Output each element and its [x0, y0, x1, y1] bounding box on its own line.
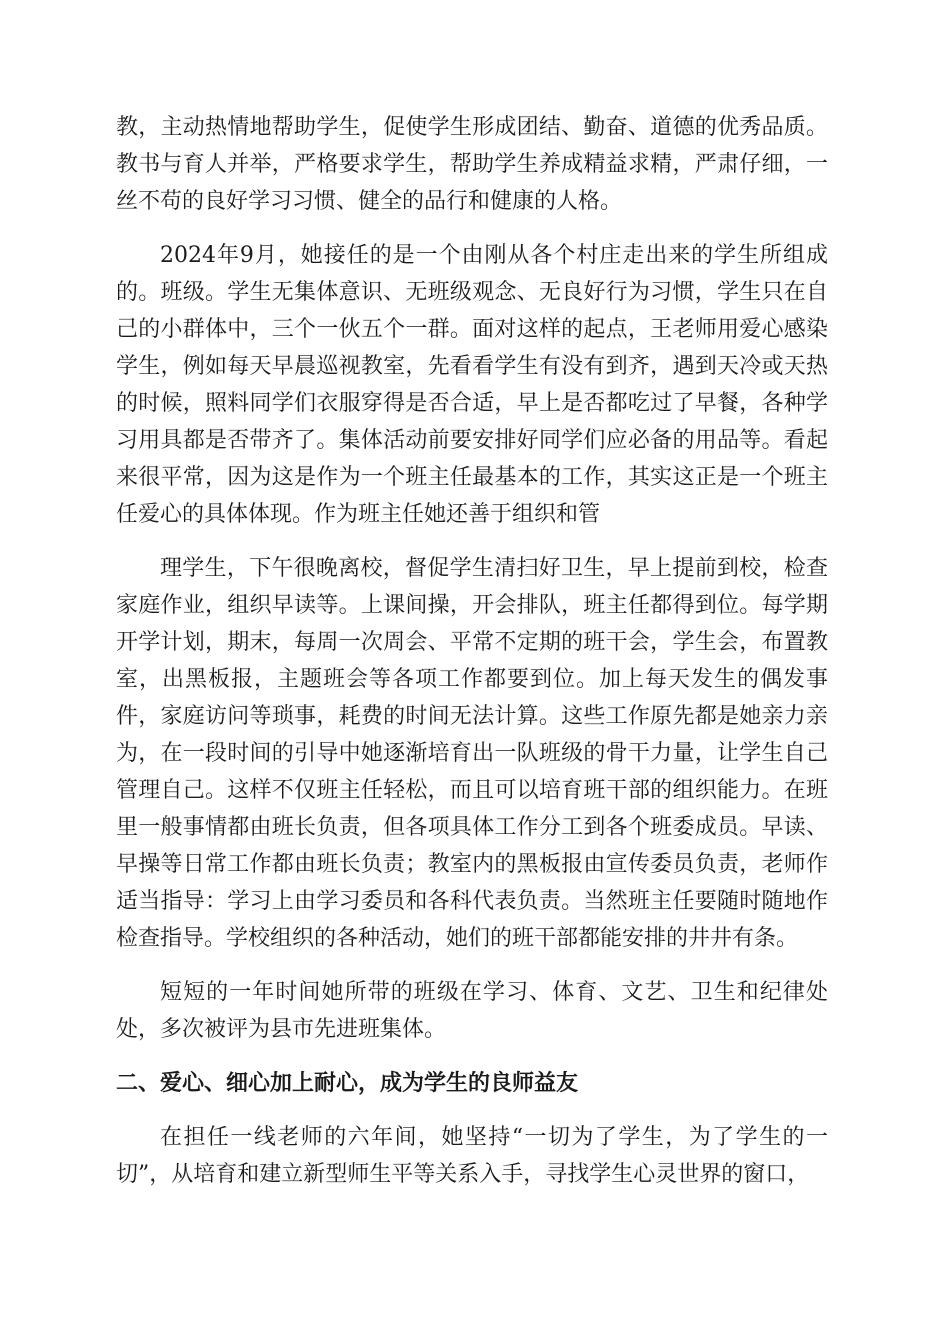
paragraph-3: 理学生，下午很晚离校，督促学生清扫好卫生，早上提前到校，检查家庭作业，组织早读等。上课间操，开会排队，班主任都得到位。每学期开学计划，期末，每周一次周会、平常不定期的班干会，学生会，布置教室，出黑板报，主题班会等各项工作都要到位。加上每天发生的偶发事件，家庭访问等琐事，耗费的时间无法计算。这些工作原先都是她亲力亲为，在一段时间的引导中她逐渐培育出一队班级的骨干力量，让学生自己管理自己。这样不仅班主任轻松，而且可以培育班干部的组织能力。在班里一般事情都由班长负责，但各项具体工作分工到各个班委成员。早读、早操等日常工作都由班长负责；教室内的黑板报由宣传委员负责，老师作适当指导：学习上由学习委员和各科代表负责。当然班主任要随时随地作检查指导。学校组织的各种活动，她们的班干部都能安排的井井有条。 [116, 556, 828, 951]
paragraph-4: 短短的一年时间她所带的班级在学习、体育、文艺、卫生和纪律处处，多次被评为县市先进班集体。 [116, 980, 828, 1042]
section-heading: 二、爱心、细心加上耐心，成为学生的良师益友 [116, 1071, 579, 1096]
document-page [116, 109, 828, 1193]
paragraph-5: 在担任一线老师的六年间，她坚持“一切为了学生，为了学生的一切”，从培育和建立新型师生平等关系入手，寻找学生心灵世界的窗口， [116, 1125, 828, 1187]
paragraph-1: 教，主动热情地帮助学生，促使学生形成团结、勤奋、道德的优秀品质。教书与育人并举，严格要求学生，帮助学生养成精益求精，严肃仔细，一丝不苟的良好学习习惯、健全的品行和健康的人格。 [116, 115, 828, 214]
paragraph-2: 2024年9月，她接任的是一个由刚从各个村庄走出来的学生所组成的。班级。学生无集体意识、无班级观念、无良好行为习惯，学生只在自己的小群体中，三个一伙五个一群。面对这样的起点，王老师用爱心感染学生，例如每天早晨巡视教室，先看看学生有没有到齐，遇到天冷或天热的时候，照料同学们衣服穿得是否合适，早上是否都吃过了早餐，各种学习用具都是否带齐了。集体活动前要安排好同学们应必备的用品等。看起来很平常，因为这是作为一个班主任最基本的工作，其实这正是一个班主任爱心的具体体现。作为班主任她还善于组织和管 [116, 243, 828, 527]
